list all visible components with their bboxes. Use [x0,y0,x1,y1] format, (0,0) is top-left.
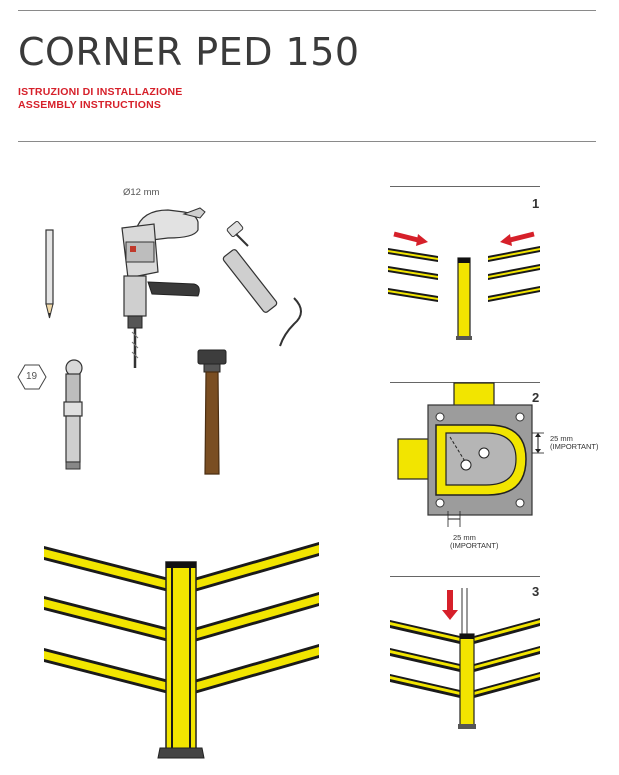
step-1-number: 1 [532,196,540,211]
drill-icon [108,200,208,372]
hammer-icon [192,348,232,478]
step-1-illustration [388,226,543,346]
dim-label-right: 25 mm [550,434,573,443]
grease-gun-icon [222,220,312,348]
main-barrier-illustration [44,538,324,763]
subtitle-italian: ISTRUZIONI DI INSTALLAZIONE [18,86,183,98]
step-3-number: 3 [532,584,540,599]
step-3-illustration [390,588,542,733]
step-3-rule [390,576,540,577]
wrench-size-label: 19 [26,371,38,382]
step-1-rule [390,186,540,187]
dim-note-right: (IMPORTANT) [550,442,599,451]
step-2-number: 2 [532,390,540,405]
top-rule [18,10,596,11]
document-title: CORNER PED 150 [18,30,360,74]
dim-label-bottom: 25 mm [453,533,476,542]
step-2-illustration [398,383,553,533]
header-bottom-rule [18,141,596,142]
dim-note-bottom: (IMPORTANT) [450,541,499,550]
pencil-icon [40,228,60,320]
torque-wrench-icon [52,358,92,472]
drill-size-label: Ø12 mm [123,187,160,198]
subtitle-english: ASSEMBLY INSTRUCTIONS [18,99,162,111]
